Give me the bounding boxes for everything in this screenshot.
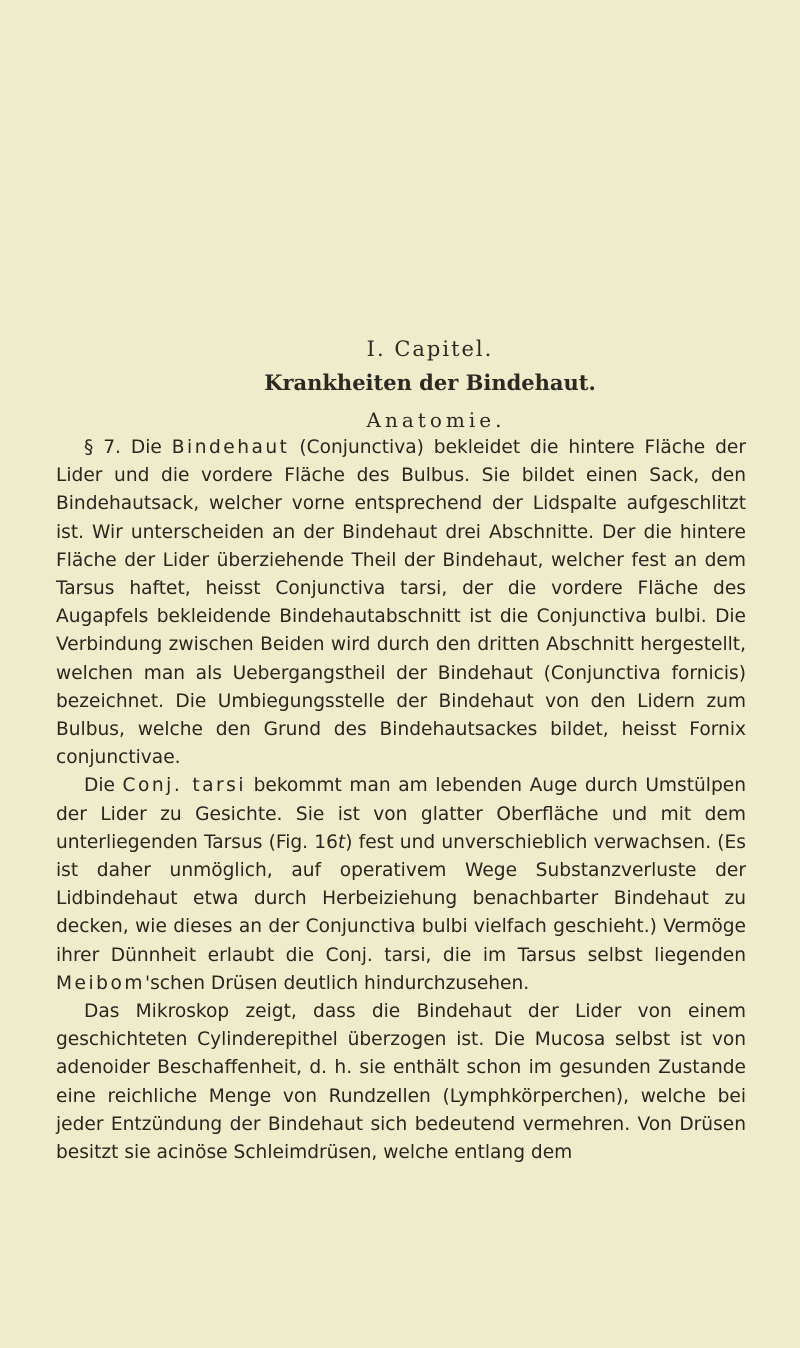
p2-d: t — [337, 831, 346, 853]
heading-block — [0, 334, 800, 435]
paragraph-3: Das Mikroskop zeigt, dass die Bindehaut der Lider von einem geschichteten Cylinderepithel überzogen ist. Die Mucosa selbst ist von adenoider Beschaffenheit, d. h. sie enthält schon im gesunden Zustande eine reichliche Menge von Rundzellen (Lymphkörperchen), welche bei jeder Entzündung der Bindehaut sich bedeutend vermehren. Von Drüsen besitzt sie acinöse Schleimdrüsen, welche entlang dem — [56, 1001, 746, 1164]
subsection-title: Anatomie. — [366, 408, 506, 432]
p1-a: § 7. Die — [84, 437, 172, 458]
paragraph-1 — [56, 434, 746, 772]
p2-e: ) fest und unverschieblich verwachsen. (Es ist daher unmöglich, auf operativem Wege Substanzverluste der Lidbindehaut etwa durch Herbeiziehung benachbarter Bindehaut zu decken, wie dieses an der Conjunctiva bulbi vielfach geschieht.) Vermöge ihrer Dünnheit erlaubt die Conj. tarsi, die im Tarsus selbst liegenden — [56, 831, 746, 966]
section-title: Krankheiten der Bindehaut. — [264, 370, 596, 395]
p2-b: Conj. tarsi — [122, 775, 246, 797]
p1-c: (Conjunctiva) bekleidet die hintere Fläche der Lider und die vordere Fläche des Bulbus. Sie bildet einen Sack, den Bindehautsack, welcher vorne entsprechend der Lidspalte aufgeschlitzt ist. Wir unterscheiden an der Bindehaut drei Abschnitte. Der die hintere Fläche der Lider überziehende Theil der Bindehaut, welcher fest an dem Tarsus haftet, heisst Conjunctiva tarsi, der die vordere Fläche des Augapfels bekleidende Bindehautabschnitt ist die Conjunctiva bulbi. Die Verbindung zwischen Beiden wird durch den dritten Abschnitt hergestellt, welchen man als Uebergangstheil der Bindehaut (Conjunctiva fornicis) bezeichnet. Die Umbiegungsstelle der Bindehaut von den Lidern zum Bulbus, welche den Grund des Bindehautsackes bildet, heisst Fornix conjunctivae. — [56, 437, 746, 769]
body-text — [56, 434, 746, 1167]
paragraph-2 — [56, 772, 746, 998]
p2-f: Meibom — [56, 972, 145, 994]
p2-a: Die — [84, 775, 123, 797]
p2-g: 'schen Drüsen deutlich hindurchzusehen. — [144, 972, 530, 994]
chapter-heading: I. Capitel. — [366, 337, 494, 361]
p2-c: bekommt man am lebenden Auge durch Umstülpen der Lider zu Gesichte. Sie ist von glatter Oberfläche und mit dem unterliegenden Tarsus (Fig. 16 — [56, 775, 747, 853]
p1-b: Bindehaut — [171, 437, 290, 458]
